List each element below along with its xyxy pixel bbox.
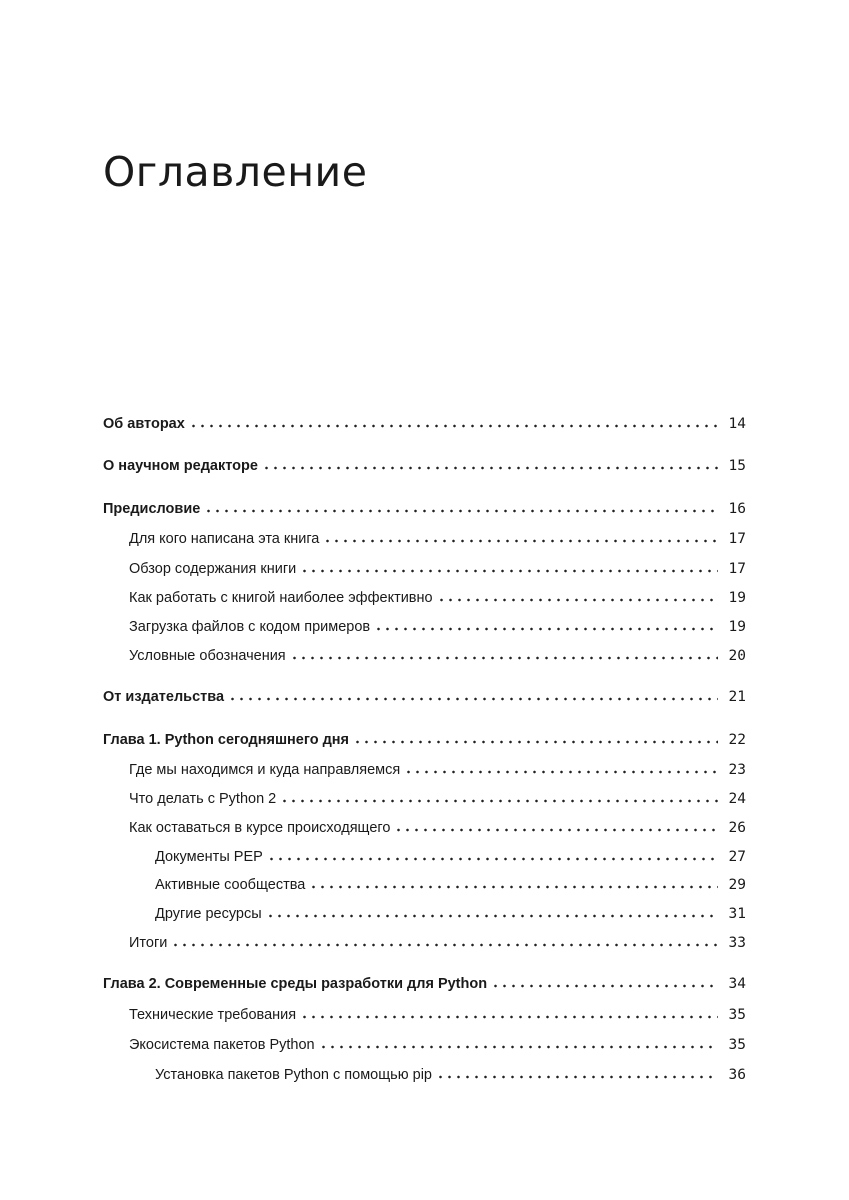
toc-leader-dots [300,1004,718,1026]
toc-entry[interactable] [129,587,746,609]
toc-entry[interactable] [155,1064,746,1086]
toc-leader-dots [319,1034,718,1056]
toc-leader-dots [228,686,718,708]
toc-page-number: 20 [728,648,746,664]
toc-page-number: 29 [728,877,746,893]
toc-leader-dots [300,558,718,580]
toc-entry[interactable] [129,932,746,954]
toc-page-number: 36 [728,1067,746,1083]
toc-entry[interactable] [103,455,746,477]
toc-entry-title: Загрузка файлов с кодом примеров [129,619,374,635]
toc-entry-title: Где мы находимся и куда направляемся [129,762,404,778]
toc-entry-title: Другие ресурсы [155,906,266,922]
toc-page-number: 27 [728,849,746,865]
toc-page-number: 26 [728,820,746,836]
toc-page-number: 35 [728,1037,746,1053]
toc-entry[interactable] [155,903,746,925]
toc-entry[interactable] [155,874,746,896]
toc-leader-dots [323,528,718,550]
toc-entry-title: Активные сообщества [155,877,309,893]
toc-entry-title: Для кого написана эта книга [129,531,323,547]
toc-entry-title: Что делать с Python 2 [129,791,280,807]
toc-page-number: 33 [728,935,746,951]
toc-leader-dots [436,1064,718,1086]
toc-page-number: 35 [728,1007,746,1023]
toc-leader-dots [171,932,718,954]
toc-entry-title: Как работать с книгой наиболее эффективно [129,590,437,606]
toc-entry[interactable] [103,729,746,751]
toc-leader-dots [189,413,718,435]
toc-page-number: 15 [728,458,746,474]
toc-leader-dots [437,587,718,609]
toc-entry-title: Предисловие [103,501,204,517]
toc-entry-title: Обзор содержания книги [129,561,300,577]
toc-page-number: 22 [728,732,746,748]
toc-entry[interactable] [103,686,746,708]
toc-entry[interactable] [103,973,746,995]
toc-entry[interactable] [129,528,746,550]
toc-entry-title: Как оставаться в курсе происходящего [129,820,394,836]
toc-leader-dots [290,645,718,667]
toc-leader-dots [309,874,718,896]
toc-entry[interactable] [129,645,746,667]
toc-leader-dots [262,455,718,477]
toc-leader-dots [491,973,718,995]
toc-leader-dots [266,903,718,925]
toc-entry[interactable] [129,1004,746,1026]
toc-entry-title: От издательства [103,689,228,705]
toc-entry[interactable] [103,498,746,520]
toc-entry-title: Документы PEP [155,849,267,865]
toc-entry-title: Глава 1. Python сегодняшнего дня [103,732,353,748]
toc-entry-title: Технические требования [129,1007,300,1023]
toc-leader-dots [374,616,718,638]
toc-leader-dots [280,788,718,810]
toc-leader-dots [394,817,718,839]
toc-page-number: 14 [728,416,746,432]
toc-page-number: 17 [728,561,746,577]
toc-page-number: 34 [728,976,746,992]
toc-leader-dots [267,846,718,868]
toc-entry[interactable] [129,1034,746,1056]
toc-entry-title: Итоги [129,935,171,951]
toc-entry-title: Глава 2. Современные среды разработки для Python [103,976,491,992]
toc-page-number: 19 [728,590,746,606]
toc-page-number: 16 [728,501,746,517]
toc-entry-title: Экосистема пакетов Python [129,1037,319,1053]
toc-entry[interactable] [103,413,746,435]
toc-entry-title: Установка пакетов Python с помощью pip [155,1067,436,1083]
toc-page-number: 21 [728,689,746,705]
toc-entry-title: Об авторах [103,416,189,432]
toc-entry-title: Условные обозначения [129,648,290,664]
toc-page-number: 24 [728,791,746,807]
toc-page-number: 31 [728,906,746,922]
page-title: Оглавление [103,148,368,196]
toc-entry[interactable] [155,846,746,868]
toc-entry[interactable] [129,817,746,839]
toc-entry-title: О научном редакторе [103,458,262,474]
toc-entry[interactable] [129,558,746,580]
toc-leader-dots [404,759,718,781]
toc-page-number: 19 [728,619,746,635]
toc-leader-dots [204,498,718,520]
toc-entry[interactable] [129,616,746,638]
toc-entry[interactable] [129,788,746,810]
toc-entry[interactable] [129,759,746,781]
toc-leader-dots [353,729,718,751]
toc-page-number: 17 [728,531,746,547]
toc-page-number: 23 [728,762,746,778]
